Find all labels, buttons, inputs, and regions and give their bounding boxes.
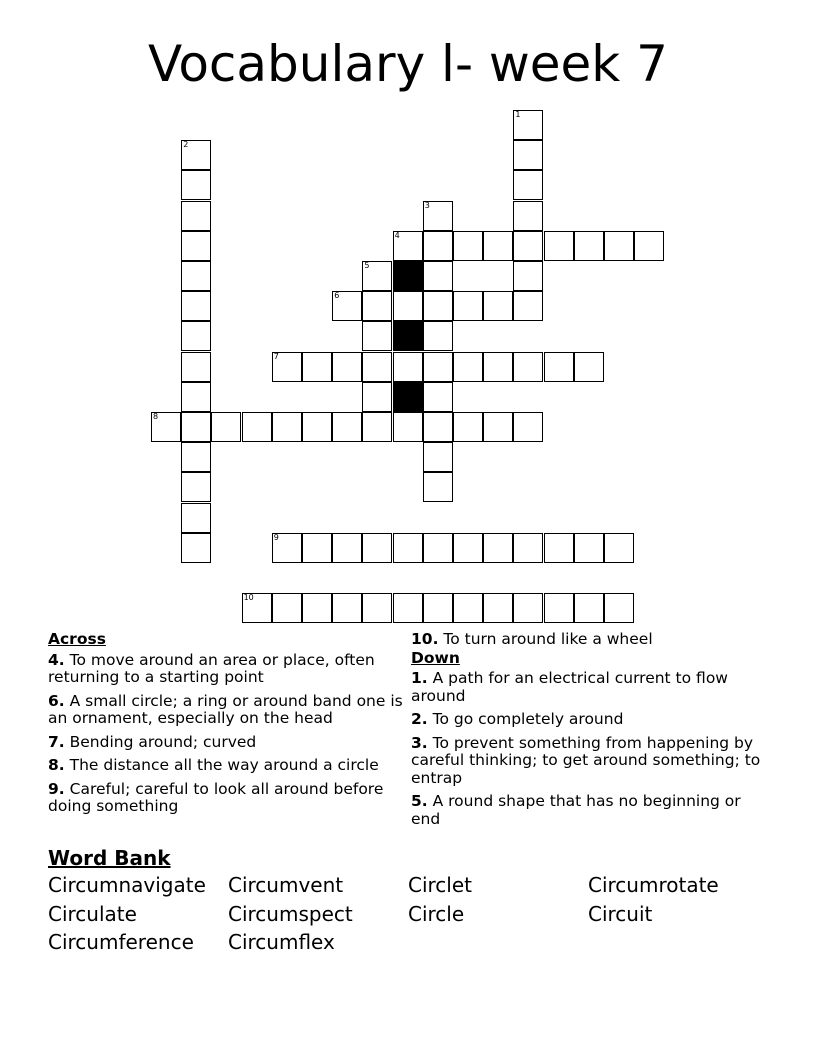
puzzle-title: Vocabulary l- week 7 xyxy=(148,35,668,93)
crossword-cell[interactable] xyxy=(302,533,332,563)
crossword-cell[interactable] xyxy=(181,533,211,563)
crossword-cell[interactable] xyxy=(362,261,392,291)
word-bank-item: Circumspect xyxy=(228,901,353,926)
crossword-cell[interactable] xyxy=(393,352,423,382)
clue-text: A small circle; a ring or around band one is an ornament, especially on the head xyxy=(48,691,403,727)
crossword-cell[interactable] xyxy=(332,412,362,442)
crossword-cell[interactable] xyxy=(181,140,211,170)
clue-text: A round shape that has no beginning or end xyxy=(411,792,741,828)
clue-number: 6. xyxy=(48,691,65,710)
clue-number-label: 9 xyxy=(273,532,279,542)
word-bank-item: Circumnavigate xyxy=(48,873,206,897)
crossword-cell[interactable] xyxy=(453,231,483,261)
crossword-cell[interactable] xyxy=(604,231,634,261)
crossword-cell[interactable] xyxy=(181,321,211,351)
crossword-cell[interactable] xyxy=(332,352,362,382)
clue-number-label: 8 xyxy=(153,412,159,421)
word-bank-item: Circumflex xyxy=(228,930,335,954)
clue-down-2 xyxy=(411,711,761,729)
clue-across-8 xyxy=(48,757,408,775)
crossword-cell[interactable] xyxy=(513,291,543,321)
crossword-cell[interactable] xyxy=(151,412,181,442)
crossword-cell[interactable] xyxy=(423,382,453,412)
crossword-cell[interactable] xyxy=(423,593,453,623)
black-square xyxy=(393,321,423,351)
word-bank-item: Circumvent xyxy=(228,873,344,897)
clue-text: To move around an area or place, often returning to a starting point xyxy=(48,650,375,686)
crossword-cell[interactable] xyxy=(302,593,332,623)
crossword-cell[interactable] xyxy=(574,533,604,563)
crossword-cell[interactable] xyxy=(483,412,513,442)
word-bank-item: Circumrotate xyxy=(588,873,719,897)
crossword-cell[interactable] xyxy=(181,442,211,472)
clue-text: Bending around; curved xyxy=(69,732,257,751)
crossword-cell[interactable] xyxy=(362,412,392,442)
clue-down-1 xyxy=(411,670,761,705)
crossword-cell[interactable] xyxy=(423,412,453,442)
clue-number: 8. xyxy=(48,756,65,774)
clue-number-label: 3 xyxy=(424,200,430,210)
clue-across-4 xyxy=(48,652,408,687)
black-square xyxy=(393,382,423,412)
crossword-cell[interactable] xyxy=(604,533,634,563)
word-bank-item: Circle xyxy=(408,901,465,926)
clue-number: 5. xyxy=(411,792,428,810)
crossword-cell[interactable] xyxy=(423,472,453,502)
crossword-cell[interactable] xyxy=(483,533,513,563)
crossword-cell[interactable] xyxy=(574,352,604,382)
across-heading: Across xyxy=(48,630,106,648)
clue-text: A path for an electrical current to flow around xyxy=(411,669,728,705)
crossword-cell[interactable] xyxy=(181,412,211,442)
clue-across-9 xyxy=(48,781,408,816)
crossword-cell[interactable] xyxy=(362,352,392,382)
word-bank-item: Circuit xyxy=(588,901,653,926)
clue-number-label: 1 xyxy=(515,110,521,119)
crossword-cell[interactable] xyxy=(272,593,302,623)
crossword-cell[interactable] xyxy=(393,533,423,563)
clue-number-label: 5 xyxy=(364,261,370,270)
clue-text: Careful; careful to look all around before doing something xyxy=(48,779,384,815)
crossword-cell[interactable] xyxy=(574,231,604,261)
crossword-cell[interactable] xyxy=(272,412,302,442)
clue-number: 2. xyxy=(411,710,428,728)
crossword-cell[interactable] xyxy=(181,352,211,382)
crossword-cell[interactable] xyxy=(544,231,574,261)
crossword-cell[interactable] xyxy=(211,412,241,442)
crossword-cell[interactable] xyxy=(483,231,513,261)
clue-across-7 xyxy=(48,734,408,752)
clue-text: To go completely around xyxy=(432,710,624,728)
crossword-cell[interactable] xyxy=(362,593,392,623)
crossword-cell[interactable] xyxy=(181,291,211,321)
crossword-cell[interactable] xyxy=(181,503,211,533)
clues-left-column xyxy=(48,631,408,822)
crossword-cell[interactable] xyxy=(423,533,453,563)
crossword-cell[interactable] xyxy=(423,442,453,472)
crossword-cell[interactable] xyxy=(272,352,302,382)
crossword-cell[interactable] xyxy=(544,593,574,623)
clue-number: 10. xyxy=(411,630,439,648)
crossword-cell[interactable] xyxy=(393,593,423,623)
crossword-cell[interactable] xyxy=(513,352,543,382)
crossword-cell[interactable] xyxy=(423,261,453,291)
crossword-cell[interactable] xyxy=(332,593,362,623)
crossword-cell[interactable] xyxy=(483,291,513,321)
clue-number: 9. xyxy=(48,779,65,798)
crossword-cell[interactable] xyxy=(393,231,423,261)
crossword-cell[interactable] xyxy=(181,201,211,231)
crossword-cell[interactable] xyxy=(483,593,513,623)
clue-number-label: 10 xyxy=(243,593,254,603)
crossword-cell[interactable] xyxy=(483,352,513,382)
crossword-cell[interactable] xyxy=(544,533,574,563)
clue-number-label: 4 xyxy=(394,230,400,240)
clue-number-label: 2 xyxy=(183,140,189,150)
clue-text: To turn around like a wheel xyxy=(443,630,653,648)
crossword-cell[interactable] xyxy=(181,382,211,412)
crossword-cell[interactable] xyxy=(181,472,211,502)
crossword-cell[interactable] xyxy=(362,533,392,563)
clue-number-label: 7 xyxy=(273,351,279,361)
crossword-cell[interactable] xyxy=(362,321,392,351)
clues-right-column xyxy=(411,631,761,834)
crossword-cell[interactable] xyxy=(513,593,543,623)
crossword-cell[interactable] xyxy=(453,593,483,623)
crossword-cell[interactable] xyxy=(513,140,543,170)
crossword-cell[interactable] xyxy=(453,291,483,321)
crossword-cell[interactable] xyxy=(513,261,543,291)
crossword-cell[interactable] xyxy=(181,261,211,291)
black-square xyxy=(393,261,423,291)
crossword-cell[interactable] xyxy=(513,201,543,231)
crossword-cell[interactable] xyxy=(242,412,272,442)
clue-number: 3. xyxy=(411,733,428,752)
crossword-cell[interactable] xyxy=(332,533,362,563)
word-bank-item: Circulate xyxy=(48,901,137,926)
clue-across-6 xyxy=(48,693,408,728)
clue-number: 7. xyxy=(48,732,65,751)
crossword-cell[interactable] xyxy=(393,291,423,321)
crossword-cell[interactable] xyxy=(634,231,664,261)
crossword-cell[interactable] xyxy=(423,321,453,351)
word-bank-item: Circumference xyxy=(48,930,194,954)
crossword-cell[interactable] xyxy=(423,201,453,231)
crossword-cell[interactable] xyxy=(242,593,272,623)
crossword-cell[interactable] xyxy=(181,170,211,200)
crossword-cell[interactable] xyxy=(513,231,543,261)
clue-text: The distance all the way around a circle xyxy=(69,756,379,774)
crossword-cell[interactable] xyxy=(393,412,423,442)
word-bank-title: Word Bank xyxy=(48,846,171,870)
crossword-cell[interactable] xyxy=(423,352,453,382)
crossword-cell[interactable] xyxy=(513,412,543,442)
crossword-cell[interactable] xyxy=(332,291,362,321)
clue-number-label: 6 xyxy=(334,291,340,301)
word-bank-item: Circlet xyxy=(408,873,473,897)
down-heading: Down xyxy=(411,648,460,667)
clue-down-3 xyxy=(411,735,761,788)
crossword-cell[interactable] xyxy=(362,382,392,412)
crossword-cell[interactable] xyxy=(513,170,543,200)
word-bank xyxy=(48,873,788,955)
crossword-cell[interactable] xyxy=(453,533,483,563)
crossword-cell[interactable] xyxy=(574,593,604,623)
crossword-cell[interactable] xyxy=(544,352,574,382)
clue-number: 1. xyxy=(411,669,428,687)
clue-down-5 xyxy=(411,793,761,828)
crossword-cell[interactable] xyxy=(362,291,392,321)
crossword-cell[interactable] xyxy=(604,593,634,623)
crossword-cell[interactable] xyxy=(181,231,211,261)
crossword-cell[interactable] xyxy=(453,412,483,442)
crossword-cell[interactable] xyxy=(453,352,483,382)
clue-number: 4. xyxy=(48,650,65,669)
clue-text: To prevent something from happening by careful thinking; to get around something; to entrap xyxy=(411,733,761,787)
crossword-cell[interactable] xyxy=(272,533,302,563)
crossword-cell[interactable] xyxy=(423,231,453,261)
clue-across-10 xyxy=(411,631,761,649)
crossword-cell[interactable] xyxy=(302,412,332,442)
crossword-cell[interactable] xyxy=(513,533,543,563)
crossword-cell[interactable] xyxy=(423,291,453,321)
crossword-cell[interactable] xyxy=(513,110,543,140)
crossword-cell[interactable] xyxy=(302,352,332,382)
